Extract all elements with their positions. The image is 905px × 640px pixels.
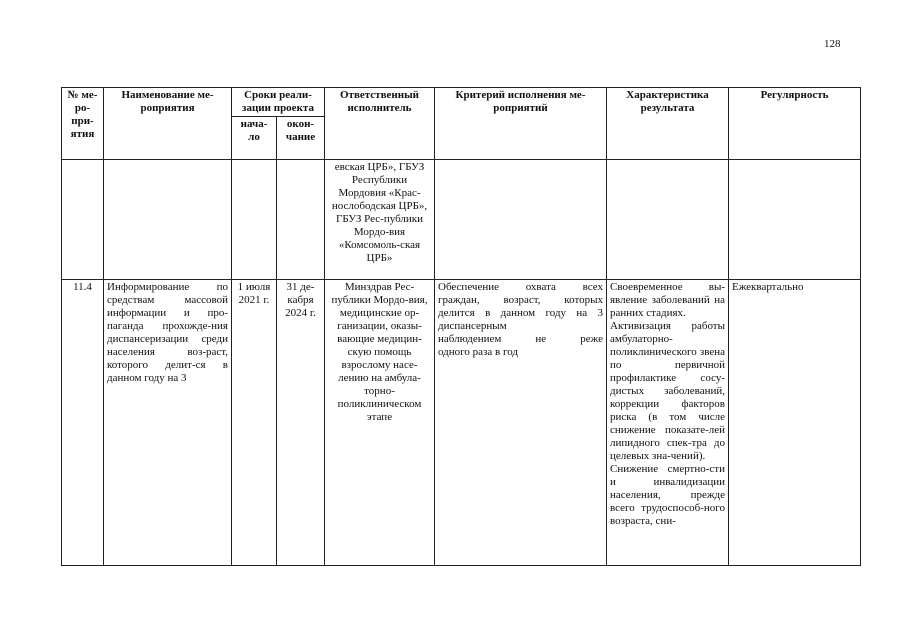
- cell-result: [607, 280, 729, 566]
- cell-end: 31 де-кабря 2024 г.: [277, 280, 325, 566]
- criterion-line: граждан, возраст, которых: [438, 294, 603, 306]
- cell-name: [104, 160, 232, 280]
- header-timeline: Сроки реали-зации проекта: [232, 88, 325, 117]
- cell-criterion: [435, 280, 607, 566]
- cell-start: [232, 160, 277, 280]
- cell-criterion: [435, 160, 607, 280]
- table-row-11-4: [62, 280, 861, 566]
- criterion-line: диспансерным: [438, 320, 507, 332]
- cell-name: Информирование по средствам массовой информации и про-паганда прохожде-ния диспансеризации среди населения воз-раст, которого делит-ся в данном году на 3: [104, 280, 232, 566]
- cell-end: [277, 160, 325, 280]
- cell-start: 1 июля 2021 г.: [232, 280, 277, 566]
- result-paragraph: Своевременное вы-явление заболеваний на ранних стадиях.: [610, 281, 725, 319]
- criterion-line: Обеспечение охвата всех: [438, 281, 603, 293]
- result-paragraph: Активизация работы амбулаторно-поликлинического звена по первичной профилактике сосу-дистых заболеваний, коррекции факторов риска (в том числе снижение показате-лей липидного спек-тра до целевых зна-чений).: [610, 320, 725, 462]
- cell-regularity: Ежеквартально: [729, 280, 861, 566]
- header-end: окон-чание: [277, 117, 325, 160]
- cell-executor: евская ЦРБ», ГБУЗ Республики Мордовия «Крас-нослободская ЦРБ», ГБУЗ Рес-публики Мордо-вия «Комсомоль-ская ЦРБ»: [325, 160, 435, 280]
- cell-result: [607, 160, 729, 280]
- criterion-line: одного раза в год: [438, 346, 518, 358]
- cell-number: [62, 160, 104, 280]
- table-row-continuation: [62, 160, 861, 280]
- header-number: № ме-ро-при-ятия: [62, 88, 104, 160]
- activities-table: [61, 87, 861, 566]
- header-executor: Ответственный исполнитель: [325, 88, 435, 160]
- header-result: Характеристика результата: [607, 88, 729, 160]
- header-start: нача-ло: [232, 117, 277, 160]
- criterion-line: наблюдением не реже: [438, 333, 603, 345]
- header-criterion: Критерий исполнения ме-роприятий: [435, 88, 607, 160]
- page-number: 128: [824, 38, 841, 50]
- header-regularity: Регулярность: [729, 88, 861, 160]
- criterion-line: делится в данном году на 3: [438, 307, 603, 319]
- cell-executor: Минздрав Рес-публики Мордо-вия, медицинские ор-ганизации, оказы-вающие медицин-скую помощь взрослому насе-лению на амбула-торно-поликлиническом этапе: [325, 280, 435, 566]
- result-paragraph: Снижение смертно-сти и инвалидизации населения, прежде всего трудоспособ-ного возраста, сни-: [610, 463, 725, 527]
- cell-regularity: [729, 160, 861, 280]
- cell-number: 11.4: [62, 280, 104, 566]
- header-name: Наименование ме-роприятия: [104, 88, 232, 160]
